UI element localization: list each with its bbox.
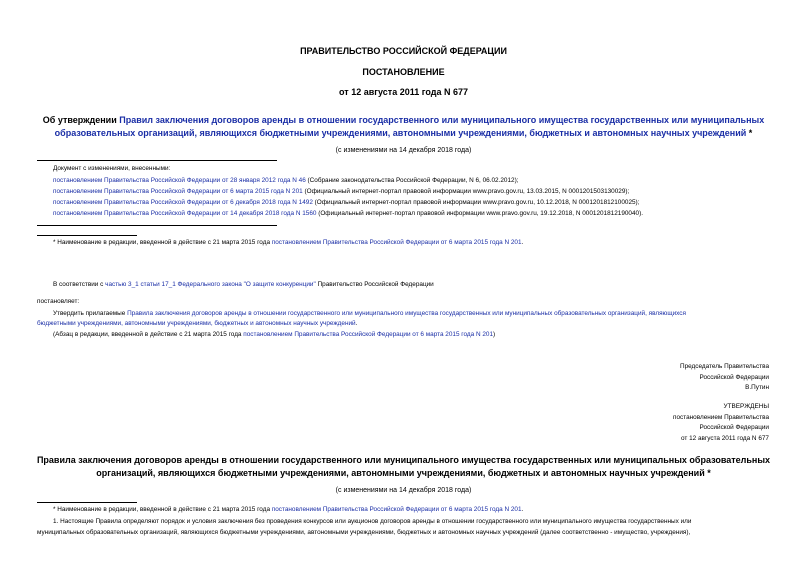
document-date-number: от 12 августа 2011 года N 677 — [339, 87, 468, 97]
footnote-divider — [37, 502, 137, 503]
amendment-source: (Официальный интернет-портал правовой информации www.pravo.gov.ru, 13.03.2015, N 0001201503130029); — [302, 188, 630, 195]
amendment-source: (Официальный интернет-портал правовой информации www.pravo.gov.ru, 19.12.2018, N 0001201812190040). — [316, 210, 644, 217]
document-title-line2 — [0, 128, 807, 138]
approved-line2: Российской Федерации — [699, 424, 769, 431]
footnote-link[interactable]: постановлением Правительства Российской Федерации от 6 марта 2015 года N 201 — [271, 506, 522, 513]
preamble — [53, 281, 434, 288]
approved-line1: постановлением Правительства — [673, 414, 769, 421]
government-heading: ПРАВИТЕЛЬСТВО РОССИЙСКОЙ ФЕДЕРАЦИИ — [300, 46, 507, 56]
approved-line3: от 12 августа 2011 года N 677 — [680, 435, 769, 442]
signature-country: Российской Федерации — [699, 374, 769, 381]
revision-note: (с изменениями на 14 декабря 2018 года) — [335, 147, 472, 154]
amendment-link[interactable]: постановлением Правительства Российской Федерации от 6 декабря 2018 года N 1492 — [53, 199, 313, 206]
footnote — [53, 506, 523, 513]
title-rules-link[interactable]: Правил заключения договоров аренды в отношении государственного или муниципального имущества государственных или муниципальных — [119, 115, 765, 125]
paragraph-1-line1: 1. Настоящие Правила определяют порядок и условия заключения без проведения конкурсов или аукционов договоров аренды в отношении государственного или муниципального имущества государственных или — [53, 518, 692, 525]
title-prefix: Об утверждении — [42, 115, 120, 125]
decree-word: постановляет: — [37, 298, 80, 305]
amendment-item — [53, 199, 639, 206]
approve-prefix: Утвердить прилагаемые — [53, 310, 128, 317]
footnote-text: * Наименование в редакции, введенной в действие с 21 марта 2015 года — [53, 506, 272, 513]
abzac-link[interactable]: постановлением Правительства Российской Федерации от 6 марта 2015 года N 201 — [243, 331, 494, 338]
document-type: ПОСТАНОВЛЕНИЕ — [362, 67, 445, 77]
rules-title-line2: организаций, являющихся бюджетными учреждениями, автономными учреждениями, бюджетных и автономных научных учреждений * — [96, 468, 711, 478]
abzac-note — [53, 331, 495, 338]
footnote-divider — [37, 235, 137, 236]
signature-name: В.Путин — [745, 384, 769, 391]
preamble-suffix: Правительство Российской Федерации — [315, 281, 434, 288]
title-asterisk: * — [746, 128, 753, 138]
rules-title-line1: Правила заключения договоров аренды в отношении государственного или муниципального имущества государственных или муниципальных образовательных — [36, 455, 771, 465]
approve-rules-link-cont[interactable]: бюджетными учреждениями, автономными учреждениями, бюджетных и автономных научных учреждений — [37, 320, 356, 327]
rules-revision-note: (с изменениями на 14 декабря 2018 года) — [335, 487, 472, 494]
approve-line1 — [53, 310, 686, 317]
approved-word: УТВЕРЖДЕНЫ — [723, 403, 769, 410]
footnote-end: . — [521, 239, 524, 246]
footnote — [53, 239, 523, 246]
approve-end: . — [355, 320, 358, 327]
preamble-prefix: В соответствии с — [53, 281, 106, 288]
amendment-item — [53, 188, 629, 195]
amendment-source: (Официальный интернет-портал правовой информации www.pravo.gov.ru, 10.12.2018, N 0001201812100025); — [312, 199, 640, 206]
abzac-suffix: ) — [493, 331, 496, 338]
amendment-item — [53, 177, 518, 184]
amendment-link[interactable]: постановлением Правительства Российской Федерации от 6 марта 2015 года N 201 — [53, 188, 303, 195]
approve-rules-link[interactable]: Правила заключения договоров аренды в отношении государственного или муниципального имущества государственных или муниципальных образовательных организаций, являющихся — [127, 310, 686, 317]
footnote-text: * Наименование в редакции, введенной в действие с 21 марта 2015 года — [53, 239, 272, 246]
amendment-link[interactable]: постановлением Правительства Российской Федерации от 14 декабря 2018 года N 1560 — [53, 210, 317, 217]
amendments-intro: Документ с изменениями, внесенными: — [53, 165, 171, 172]
footnote-end: . — [521, 506, 524, 513]
divider — [37, 225, 277, 226]
amendment-link[interactable]: постановлением Правительства Российской Федерации от 28 января 2012 года N 46 — [53, 177, 306, 184]
title-rules-link-cont[interactable]: образовательных организаций, являющихся бюджетными учреждениями, автономными учреждениями, бюджетных и автономных научных учреждений — [54, 128, 747, 138]
footnote-link[interactable]: постановлением Правительства Российской Федерации от 6 марта 2015 года N 201 — [271, 239, 522, 246]
competition-law-link[interactable]: частью 3_1 статьи 17_1 Федерального закона "О защите конкуренции" — [105, 281, 316, 288]
amendment-source: (Собрание законодательства Российской Федерации, N 6, 06.02.2012); — [305, 177, 519, 184]
paragraph-1-line2: муниципальных образовательных организаций, являющихся бюджетными учреждениями, автономными учреждениями, бюджетных и автономных научных учреждений (далее соответственно - имущество, учреждения), — [37, 529, 691, 536]
abzac-prefix: (Абзац в редакции, введенной в действие с 21 марта 2015 года — [53, 331, 244, 338]
signature-position: Председатель Правительства — [680, 363, 769, 370]
document-title-line1 — [0, 115, 807, 125]
approve-line2 — [37, 320, 357, 327]
amendment-item — [53, 210, 643, 217]
divider — [37, 160, 277, 161]
